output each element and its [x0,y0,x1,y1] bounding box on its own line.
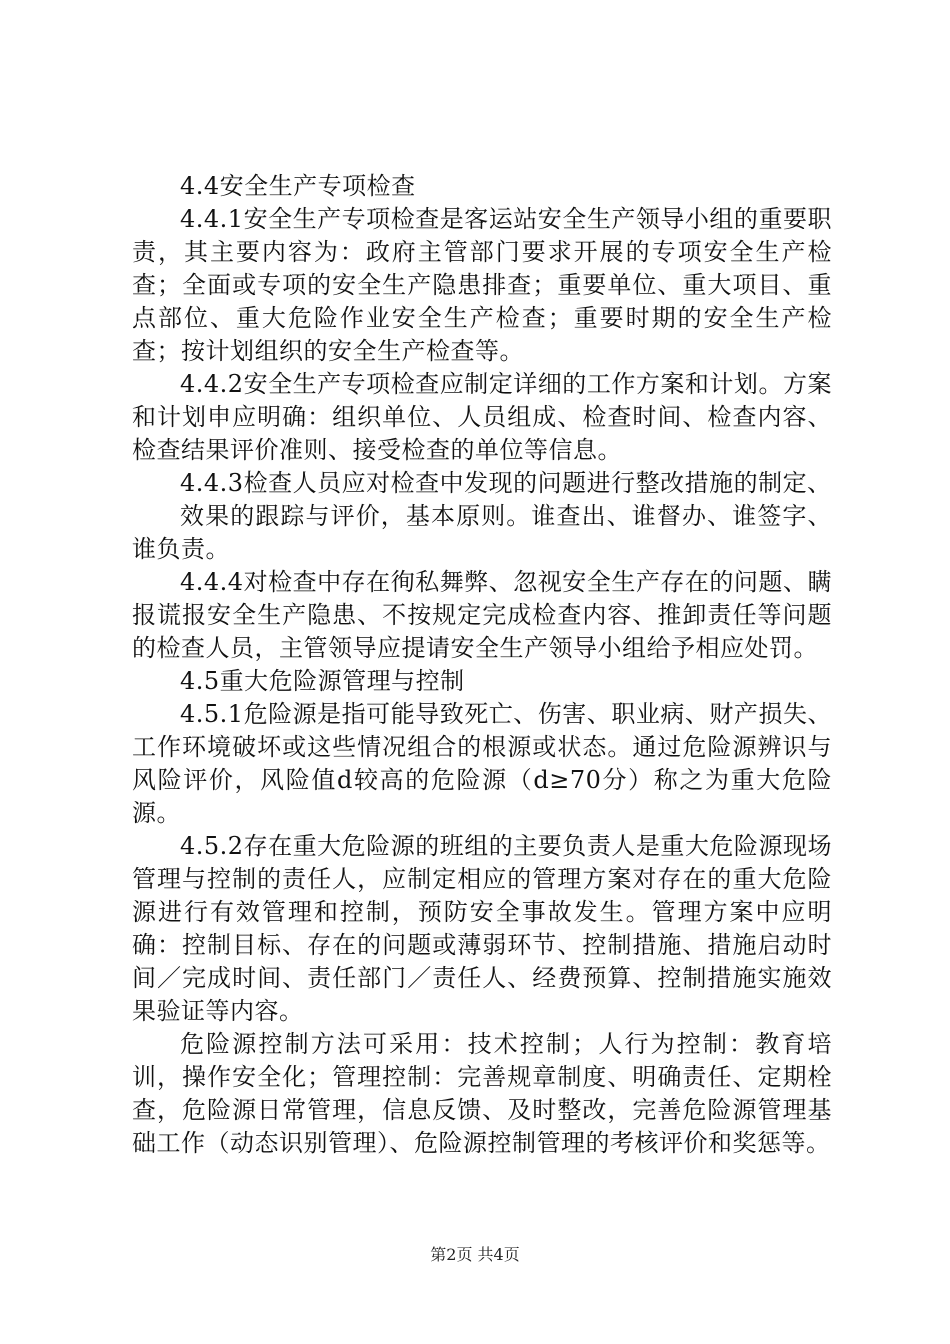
paragraph-4-4-1: 4.4.1安全生产专项检查是客运站安全生产领导小组的重要职责，其主要内容为：政府主管部门要求开展的专项安全生产检查；全面或专项的安全生产隐患排查；重要单位、重大项目、重点部位、重大危险作业安全生产检查；重要时期的安全生产检查；按计划组织的安全生产检查等。 [132,205,832,365]
document-body [132,170,832,1160]
section-heading-4-5: 4.5重大危险源管理与控制 [180,667,465,695]
paragraph-4-4-2: 4.4.2安全生产专项检查应制定详细的工作方案和计划。方案和计划申应明确：组织单位、人员组成、检查时间、检查内容、检查结果评价准则、接受检查的单位等信息。 [132,370,832,464]
page-number-label: 第2页 共4页 [430,1245,520,1264]
paragraph-4-4-3-continued: 效果的跟踪与评价，基本原则。谁查出、谁督办、谁签字、谁负责。 [132,502,832,563]
paragraph-4-4-4: 4.4.4对检查中存在徇私舞弊、忽视安全生产存在的问题、瞒报谎报安全生产隐患、不按规定完成检查内容、推卸责任等问题的检查人员，主管领导应提请安全生产领导小组给予相应处罚。 [132,568,832,662]
page-footer [0,1244,950,1266]
paragraph-4-4-3: 4.4.3检查人员应对检查中发现的问题进行整改措施的制定、 [180,469,832,497]
paragraph-4-5-2: 4.5.2存在重大危险源的班组的主要负责人是重大危险源现场管理与控制的责任人，应制定相应的管理方案对存在的重大危险源进行有效管理和控制，预防安全事故发生。管理方案中应明确：控制目标、存在的问题或薄弱环节、控制措施、措施启动时间／完成时间、责任部门／责任人、经费预算、控制措施实施效果验证等内容。 [132,832,832,1025]
section-heading-4-4: 4.4安全生产专项检查 [180,172,416,200]
paragraph-control-methods: 危险源控制方法可采用：技术控制；人行为控制：教育培训，操作安全化；管理控制：完善规章制度、明确责任、定期栓查，危险源日常管理，信息反馈、及时整改，完善危险源管理基础工作（动态识别管理）、危险源控制管理的考核评价和奖惩等。 [132,1030,832,1157]
paragraph-4-5-1: 4.5.1危险源是指可能导致死亡、伤害、职业病、财产损失、工作环境破坏或这些情况组合的根源或状态。通过危险源辨识与风险评价，风险值d较高的危险源（d≥70分）称之为重大危险源。 [132,700,832,827]
